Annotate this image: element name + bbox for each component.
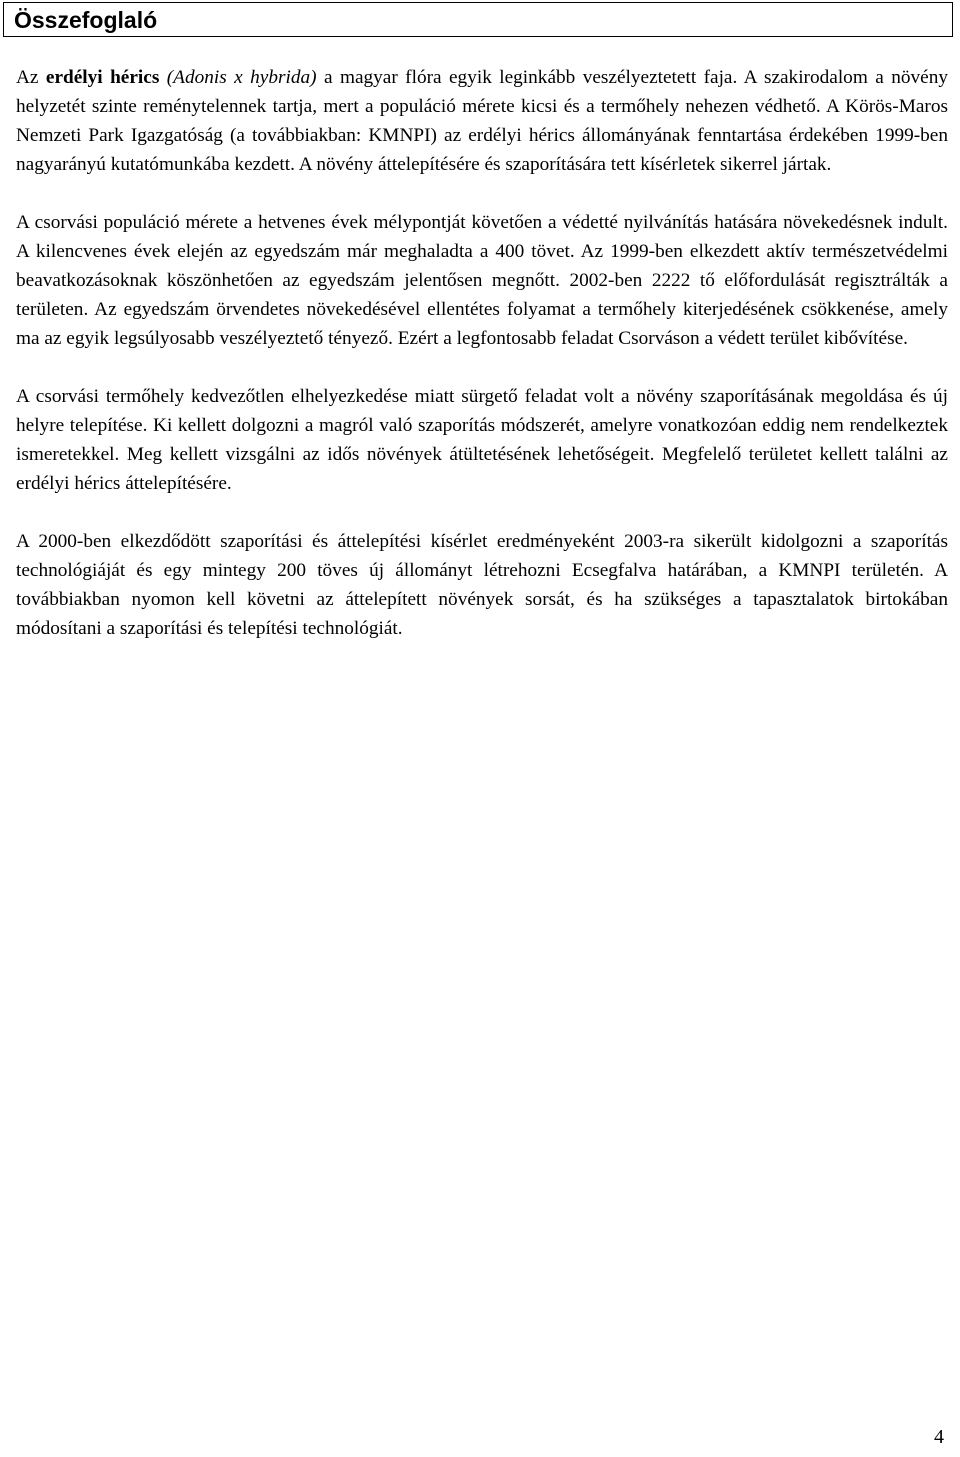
species-latin-name: (Adonis x hybrida)	[166, 67, 317, 88]
species-name-bold: erdélyi hérics	[45, 67, 160, 88]
paragraph-4: A 2000-ben elkezdődött szaporítási és áttelepítési kísérlet eredményeként 2003-ra sikerült kidolgozni a szaporítás technológiáját és egy mintegy 200 töves új állományt létrehozni Ecsegfalva határában, a KMNPI területén. A továbbiakban nyomon kell követni az áttelepített növények sorsát, és ha szükséges a tapasztalatok birtokában módosítani a szaporítási és telepítési technológiát.	[16, 531, 948, 639]
paragraph-1	[16, 63, 948, 179]
paragraph-2: A csorvási populáció mérete a hetvenes évek mélypontját követően a védetté nyilvánítás hatására növekedésnek indult. A kilencvenes évek elején az egyedszám már meghaladta a 400 tövet. Az 1999-ben elkezdett aktív természetvédelmi beavatkozásoknak köszönhetően az egyedszám jelentősen megnőtt. 2002-ben 2222 tő előfordulását regisztrálták a területen. Az egyedszám örvendetes növekedésével ellentétes folyamat a termőhely kiterjedésének csökkenése, amely ma az egyik legsúlyosabb veszélyeztető tényező. Ezért a legfontosabb feladat Csorváson a védett terület kibővítése.	[16, 212, 948, 349]
section-heading: Összefoglaló	[14, 7, 158, 33]
section-heading-box	[3, 2, 953, 37]
paragraph-3: A csorvási termőhely kedvezőtlen elhelyezkedése miatt sürgető feladat volt a növény szaporításának megoldása és új helyre telepítése. Ki kellett dolgozni a magról való szaporítás módszerét, amelyre vonatkozóan eddig nem rendelkeztek ismeretekkel. Meg kellett vizsgálni az idős növények átültetésének lehetőségeit. Megfelelő területet kellett találni az erdélyi hérics áttelepítésére.	[16, 386, 948, 494]
page-number: 4	[934, 1426, 944, 1448]
paragraph-1-space	[159, 67, 166, 88]
document-body	[16, 63, 948, 672]
paragraph-1-prefix: Az	[16, 67, 46, 88]
paragraph-1-rest: a magyar flóra egyik leginkább veszélyeztetett faja. A szakirodalom a növény helyzetét szinte reménytelennek tartja, mert a populáció mérete kicsi és a termőhely nehezen védhető. A Körös-Maros Nemzeti Park Igazgatóság (a továbbiakban: KMNPI) az erdélyi hérics állományának fenntartása érdekében 1999-ben nagyarányú kutatómunkába kezdett. A növény áttelepítésére és szaporítására tett kísérletek sikerrel jártak.	[16, 67, 948, 175]
